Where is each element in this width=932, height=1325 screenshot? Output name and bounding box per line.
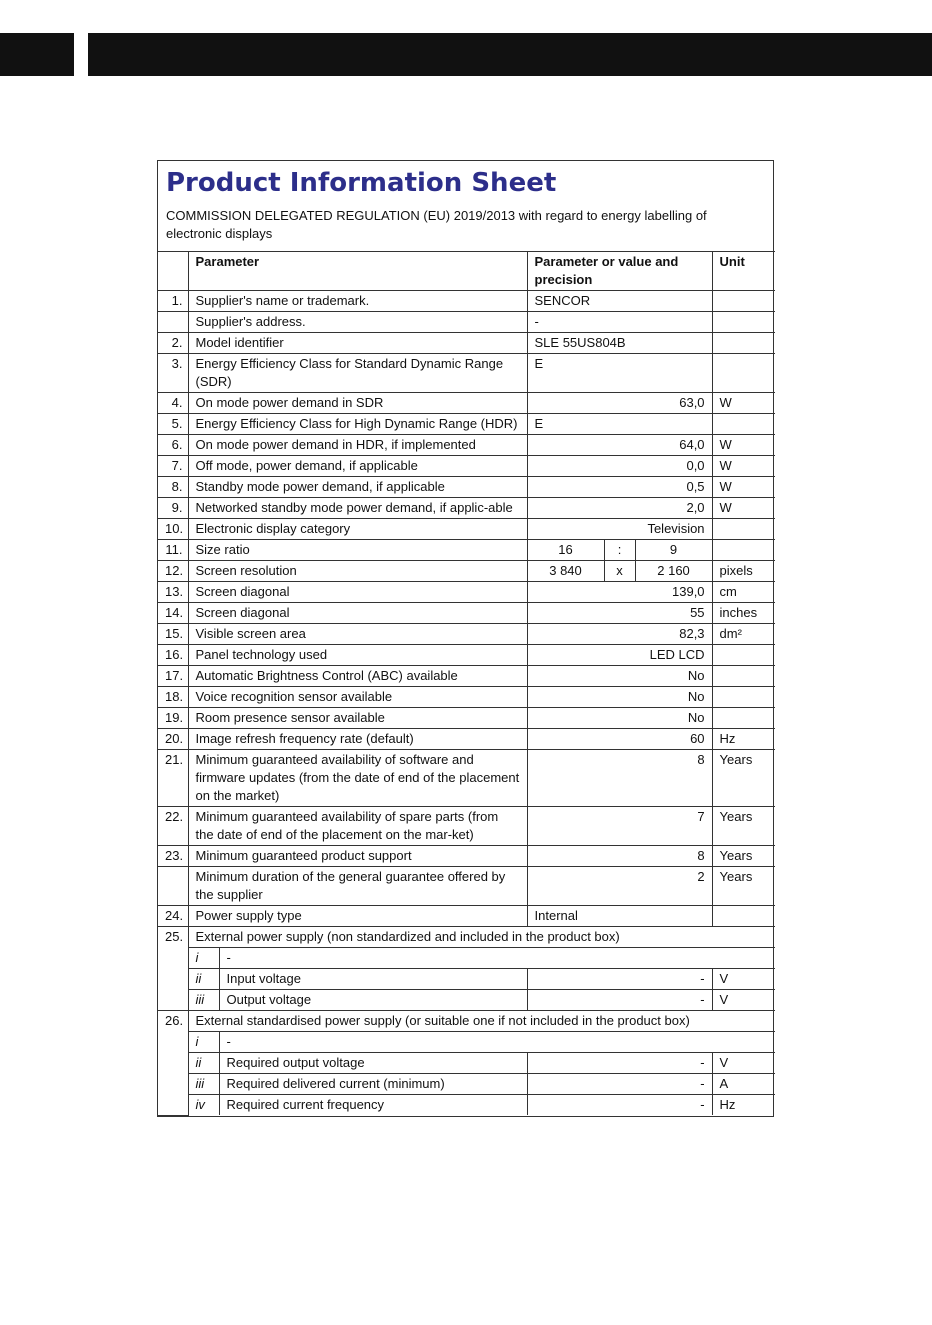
table-row — [158, 477, 775, 498]
row-value: 2 — [527, 867, 712, 906]
row-value: 139,0 — [527, 582, 712, 603]
subrow-text: Required output voltage — [219, 1053, 527, 1074]
subrow-label: i — [188, 1032, 219, 1053]
row-number: 14. — [158, 603, 188, 624]
row-value: SENCOR — [527, 291, 712, 312]
row-parameter: External power supply (non standardized and included in the product box) — [188, 927, 775, 948]
row-value: 8 — [527, 750, 712, 807]
subrow-label: i — [188, 948, 219, 969]
table-subrow — [158, 1053, 775, 1074]
row-parameter: On mode power demand in SDR — [188, 393, 527, 414]
row-parameter: Panel technology used — [188, 645, 527, 666]
row-value: 7 — [527, 807, 712, 846]
row-parameter: On mode power demand in HDR, if implemented — [188, 435, 527, 456]
row-unit: W — [712, 456, 775, 477]
row-parameter: Supplier's name or trademark. — [188, 291, 527, 312]
table-row — [158, 456, 775, 477]
row-parameter: Model identifier — [188, 333, 527, 354]
row-value: - — [527, 312, 712, 333]
resolution-separator: x — [604, 561, 635, 582]
row-parameter: Minimum guaranteed availability of spare parts (from the date of end of the placement on the mar-ket) — [188, 807, 527, 846]
subrow-label: iii — [188, 1074, 219, 1095]
row-parameter: Screen resolution — [188, 561, 527, 582]
table-row — [158, 414, 775, 435]
row-number: 17. — [158, 666, 188, 687]
table-row — [158, 867, 775, 906]
table-row — [158, 846, 775, 867]
row-value: SLE 55US804B — [527, 333, 712, 354]
row-unit: pixels — [712, 561, 775, 582]
row-unit: Years — [712, 846, 775, 867]
subrow-text: Output voltage — [219, 990, 527, 1011]
row-parameter: Automatic Brightness Control (ABC) available — [188, 666, 527, 687]
row-value: - — [527, 1095, 712, 1116]
row-unit: Years — [712, 750, 775, 807]
table-subrow — [158, 1032, 775, 1053]
sheet-header — [158, 161, 773, 251]
row-parameter: Screen diagonal — [188, 603, 527, 624]
row-unit — [712, 312, 775, 333]
row-parameter: Minimum guaranteed availability of software and firmware updates (from the date of end of the placement on the market) — [188, 750, 527, 807]
row-number: 25. — [158, 927, 188, 1011]
row-parameter: Image refresh frequency rate (default) — [188, 729, 527, 750]
subrow-text: - — [219, 948, 775, 969]
table-row — [158, 927, 775, 948]
table-subrow — [158, 1095, 775, 1116]
subrow-label: iii — [188, 990, 219, 1011]
row-unit — [712, 708, 775, 729]
row-parameter: Off mode, power demand, if applicable — [188, 456, 527, 477]
table-row — [158, 393, 775, 414]
row-unit — [712, 906, 775, 927]
ratio-separator: : — [604, 540, 635, 561]
row-number: 5. — [158, 414, 188, 435]
row-value: No — [527, 687, 712, 708]
row-number: 4. — [158, 393, 188, 414]
row-number: 15. — [158, 624, 188, 645]
row-number: 26. — [158, 1011, 188, 1116]
row-parameter: Standby mode power demand, if applicable — [188, 477, 527, 498]
row-value: 0,0 — [527, 456, 712, 477]
table-row — [158, 312, 775, 333]
table-row — [158, 435, 775, 456]
header-bar-left — [0, 33, 74, 76]
table-row — [158, 645, 775, 666]
table-subrow — [158, 990, 775, 1011]
row-number: 9. — [158, 498, 188, 519]
row-unit: V — [712, 990, 775, 1011]
row-number: 1. — [158, 291, 188, 312]
row-parameter: Size ratio — [188, 540, 527, 561]
row-unit: inches — [712, 603, 775, 624]
row-value: No — [527, 708, 712, 729]
row-value: 60 — [527, 729, 712, 750]
table-header-row — [158, 252, 775, 291]
table-row — [158, 729, 775, 750]
row-number: 6. — [158, 435, 188, 456]
table-row — [158, 582, 775, 603]
table-row — [158, 624, 775, 645]
row-parameter: Voice recognition sensor available — [188, 687, 527, 708]
table-row — [158, 807, 775, 846]
row-parameter: Electronic display category — [188, 519, 527, 540]
row-number: 7. — [158, 456, 188, 477]
row-parameter: External standardised power supply (or suitable one if not included in the product box) — [188, 1011, 775, 1032]
row-value: - — [527, 969, 712, 990]
row-number: 18. — [158, 687, 188, 708]
row-parameter: Power supply type — [188, 906, 527, 927]
row-unit: W — [712, 498, 775, 519]
page-title: Product Information Sheet — [166, 168, 557, 198]
row-unit: W — [712, 477, 775, 498]
row-parameter: Screen diagonal — [188, 582, 527, 603]
table-row — [158, 750, 775, 807]
subrow-text: Required current frequency — [219, 1095, 527, 1116]
header-bar-right — [88, 33, 932, 76]
table-row — [158, 1011, 775, 1032]
subrow-label: ii — [188, 1053, 219, 1074]
table-row — [158, 354, 775, 393]
row-value: Internal — [527, 906, 712, 927]
row-unit — [712, 354, 775, 393]
row-number: 19. — [158, 708, 188, 729]
row-value: - — [527, 1053, 712, 1074]
row-value: LED LCD — [527, 645, 712, 666]
row-value: E — [527, 354, 712, 393]
header-value: Parameter or value and precision — [527, 252, 712, 291]
row-number: 10. — [158, 519, 188, 540]
row-number: 22. — [158, 807, 188, 846]
subrow-label: iv — [188, 1095, 219, 1116]
row-value: - — [527, 1074, 712, 1095]
table-subrow — [158, 969, 775, 990]
table-row — [158, 561, 775, 582]
row-number: 2. — [158, 333, 188, 354]
table-row — [158, 906, 775, 927]
row-parameter: Visible screen area — [188, 624, 527, 645]
table-row — [158, 291, 775, 312]
product-information-sheet — [157, 160, 774, 1117]
table-row — [158, 519, 775, 540]
row-value: 82,3 — [527, 624, 712, 645]
row-unit: cm — [712, 582, 775, 603]
row-unit: A — [712, 1074, 775, 1095]
row-number: 12. — [158, 561, 188, 582]
subrow-label: ii — [188, 969, 219, 990]
row-number: 24. — [158, 906, 188, 927]
subrow-text: Input voltage — [219, 969, 527, 990]
table-row — [158, 333, 775, 354]
row-value: - — [527, 990, 712, 1011]
row-parameter: Energy Efficiency Class for Standard Dynamic Range (SDR) — [188, 354, 527, 393]
row-value: 64,0 — [527, 435, 712, 456]
row-number: 16. — [158, 645, 188, 666]
row-value: 55 — [527, 603, 712, 624]
row-number: 8. — [158, 477, 188, 498]
ratio-width: 16 — [527, 540, 604, 561]
parameters-table — [158, 251, 775, 1116]
row-unit — [712, 687, 775, 708]
row-unit: Hz — [712, 1095, 775, 1116]
row-number: 11. — [158, 540, 188, 561]
row-parameter: Supplier's address. — [188, 312, 527, 333]
row-number: 23. — [158, 846, 188, 867]
row-value: E — [527, 414, 712, 435]
header-unit: Unit — [712, 252, 775, 291]
table-row — [158, 666, 775, 687]
table-row — [158, 708, 775, 729]
row-unit: V — [712, 1053, 775, 1074]
row-unit — [712, 666, 775, 687]
row-unit: W — [712, 435, 775, 456]
row-unit — [712, 333, 775, 354]
table-subrow — [158, 948, 775, 969]
table-row — [158, 540, 775, 561]
row-unit — [712, 519, 775, 540]
header-parameter: Parameter — [188, 252, 527, 291]
resolution-height: 2 160 — [635, 561, 712, 582]
row-value: 2,0 — [527, 498, 712, 519]
row-number: 20. — [158, 729, 188, 750]
row-number: 21. — [158, 750, 188, 807]
row-value: No — [527, 666, 712, 687]
row-parameter: Minimum duration of the general guarantee offered by the supplier — [188, 867, 527, 906]
row-unit — [712, 414, 775, 435]
row-unit: Years — [712, 867, 775, 906]
table-subrow — [158, 1074, 775, 1095]
row-value: 0,5 — [527, 477, 712, 498]
row-parameter: Minimum guaranteed product support — [188, 846, 527, 867]
row-unit — [712, 645, 775, 666]
row-unit: Years — [712, 807, 775, 846]
resolution-width: 3 840 — [527, 561, 604, 582]
row-unit — [712, 540, 775, 561]
subrow-text: - — [219, 1032, 775, 1053]
table-row — [158, 687, 775, 708]
table-row — [158, 603, 775, 624]
row-unit: Hz — [712, 729, 775, 750]
regulation-subtitle: COMMISSION DELEGATED REGULATION (EU) 2019/2013 with regard to energy labelling of electronic displays — [166, 208, 707, 241]
subrow-text: Required delivered current (minimum) — [219, 1074, 527, 1095]
row-unit — [712, 291, 775, 312]
row-unit: V — [712, 969, 775, 990]
row-parameter: Room presence sensor available — [188, 708, 527, 729]
row-parameter: Energy Efficiency Class for High Dynamic Range (HDR) — [188, 414, 527, 435]
table-row — [158, 498, 775, 519]
row-value: 8 — [527, 846, 712, 867]
row-unit: dm² — [712, 624, 775, 645]
ratio-height: 9 — [635, 540, 712, 561]
row-number: 13. — [158, 582, 188, 603]
row-value: Television — [527, 519, 712, 540]
row-value: 63,0 — [527, 393, 712, 414]
row-unit: W — [712, 393, 775, 414]
row-number: 3. — [158, 354, 188, 393]
row-parameter: Networked standby mode power demand, if applic-able — [188, 498, 527, 519]
